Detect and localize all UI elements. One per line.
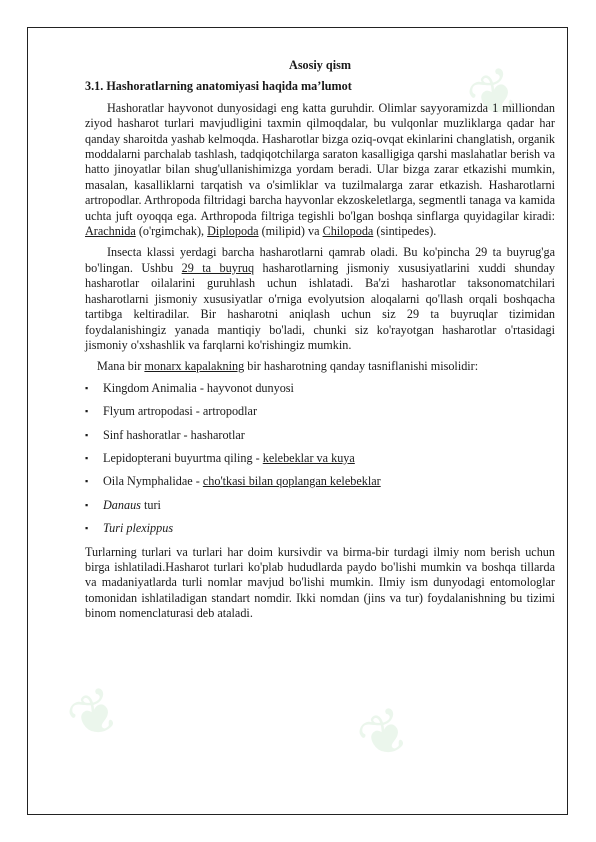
document-body [85,58,555,628]
bullet-icon: ▪ [85,523,89,534]
list-item [85,474,555,489]
section-heading: Asosiy qism [289,58,351,72]
bullet-icon: ▪ [85,382,89,393]
list-item-text: turi [140,497,161,512]
paragraph-1 [85,101,555,240]
section-subheading: 3.1. Hashoratlarning anatomiyasi haqida ma’lumot [85,79,352,94]
list-item [85,451,555,466]
bullet-icon: ▪ [85,452,89,463]
list-item [85,381,555,396]
list-item [85,428,555,443]
list-item-genus: Danaus [103,497,141,512]
paragraph-1-text: (o'rgimchak), [135,224,208,239]
list-item-text: Sinf hashoratlar - hasharotlar [103,427,245,442]
paragraph-3-text: bir hasharotning qanday tasniflanishi misolidir: [244,359,479,374]
paragraph-2 [85,245,555,353]
paragraph-1-text: (sintipedes). [373,224,437,239]
list-item-text: Flyum artropodasi - artropodlar [103,404,257,419]
bullet-icon: ▪ [85,499,89,510]
paragraph-4: Turlarning turlari va turlari har doim kursivdir va birma-bir turdagi ilmiy nom berish uchun birga ishlatiladi.Hasharot turlari ko'plab hududlarda paydo bo'lishi mumkin va boshqa tillarda va madaniyatlarda turli nomlar mavjud bo'lishi mumkin. Ilmiy ism dunyodagi entomologlar tomonidan ishlatiladigan standart nomdir. Ikki nomdan (jins va tur) foydalanishning bu tizimi binom nomenclaturasi deb ataladi. [85,544,555,621]
leaf-logo-watermark: ❦ [345,692,425,778]
link-arachnida[interactable]: Arachnida [85,224,136,239]
classification-list [85,381,555,537]
link-butterflies-moths[interactable]: kelebeklar va kuya [262,450,355,465]
leaf-logo-watermark: ❦ [455,52,535,138]
link-diplopoda[interactable]: Diplopoda [207,224,259,239]
paragraph-3-text: Mana bir [97,359,145,374]
paragraph-1-text: Hashoratlar hayvonot dunyosidagi eng katta guruhdir. Olimlar sayyoramizda 1 milliondan ziyod hasharot turlari mavjudligini taxmin qilmoqdalar, bu vulqonlar muzliklarga qadar har qanday sharoitda yashab kelmoqda. Hasharotlar bizga oziq-ovqat ekinlarini changlatish, organik moddalarni parchalab tashlash, tadqiqotchilarga saraton kasalligiga qarshi maslahatlar berish va hatto jinoyatlar bilan shug'ullanishimizga yordam beradi. Ular bizga zarar etkazishi mumkin, masalan, kasalliklarni tarqatish va o'simliklar va tuzilmalarga zarar etkazish. Hasharotlarni artropodlar. Arthropoda filtridagi barcha hayvonlar ekzoskeletlarga, segmentli tanaga va kamida uchta juft oyoqqa ega. Arthropoda filtriga tegishli bo'lgan boshqa sinflarga quyidagilar kiradi: [85,100,555,223]
list-item [85,521,555,536]
leaf-logo-watermark: ❦ [55,672,135,758]
link-29-orders[interactable]: 29 ta buyruq [181,260,255,275]
bullet-icon: ▪ [85,476,89,487]
link-monarch-butterfly[interactable]: monarx kapalakning [144,359,245,374]
list-item-text: Kingdom Animalia - hayvonot dunyosi [103,380,294,395]
list-item [85,404,555,419]
list-item-text: Lepidopterani buyurtma qiling - [103,450,263,465]
list-item [85,498,555,513]
link-chilopoda[interactable]: Chilopoda [322,224,374,239]
bullet-icon: ▪ [85,429,89,440]
paragraph-2-text: hasharotlarning jismoniy xususiyatlarini xuddi shunday hasharotlar oilalarini guruhlash uchun ishlatadi. Ba'zi hasharotlar taksonomatchilari hasharotlarni jismoniy xususiyatlar o'rniga evolyutsion aloqalarni qo'llash orqali boshqacha tartibga keltiradilar. Bir hasharotni aniqlash uchun siz 29 ta buyruqlar tizimidan foydalanishingiz yanada mantiqiy bo'ladi, chunki siz ko'rayotgan hasharotlar o'rtasidagi jismoniy o'xshashlik va farqlarni ko'rishingiz mumkin. [85,260,555,352]
list-item-species: Turi plexippus [103,521,174,536]
paragraph-3 [85,359,555,374]
list-item-text: Oila Nymphalidae - [103,474,203,489]
link-brush-footed-butterflies[interactable]: cho'tkasi bilan qoplangan kelebeklar [202,474,381,489]
paragraph-1-text: (milipid) va [258,224,323,239]
paragraph-2-text: Insecta klassi yerdagi barcha hasharotlarni qamrab oladi. Bu ko'pincha 29 ta buyrug'ga bo'lingan. Ushbu [85,245,555,275]
bullet-icon: ▪ [85,406,89,417]
